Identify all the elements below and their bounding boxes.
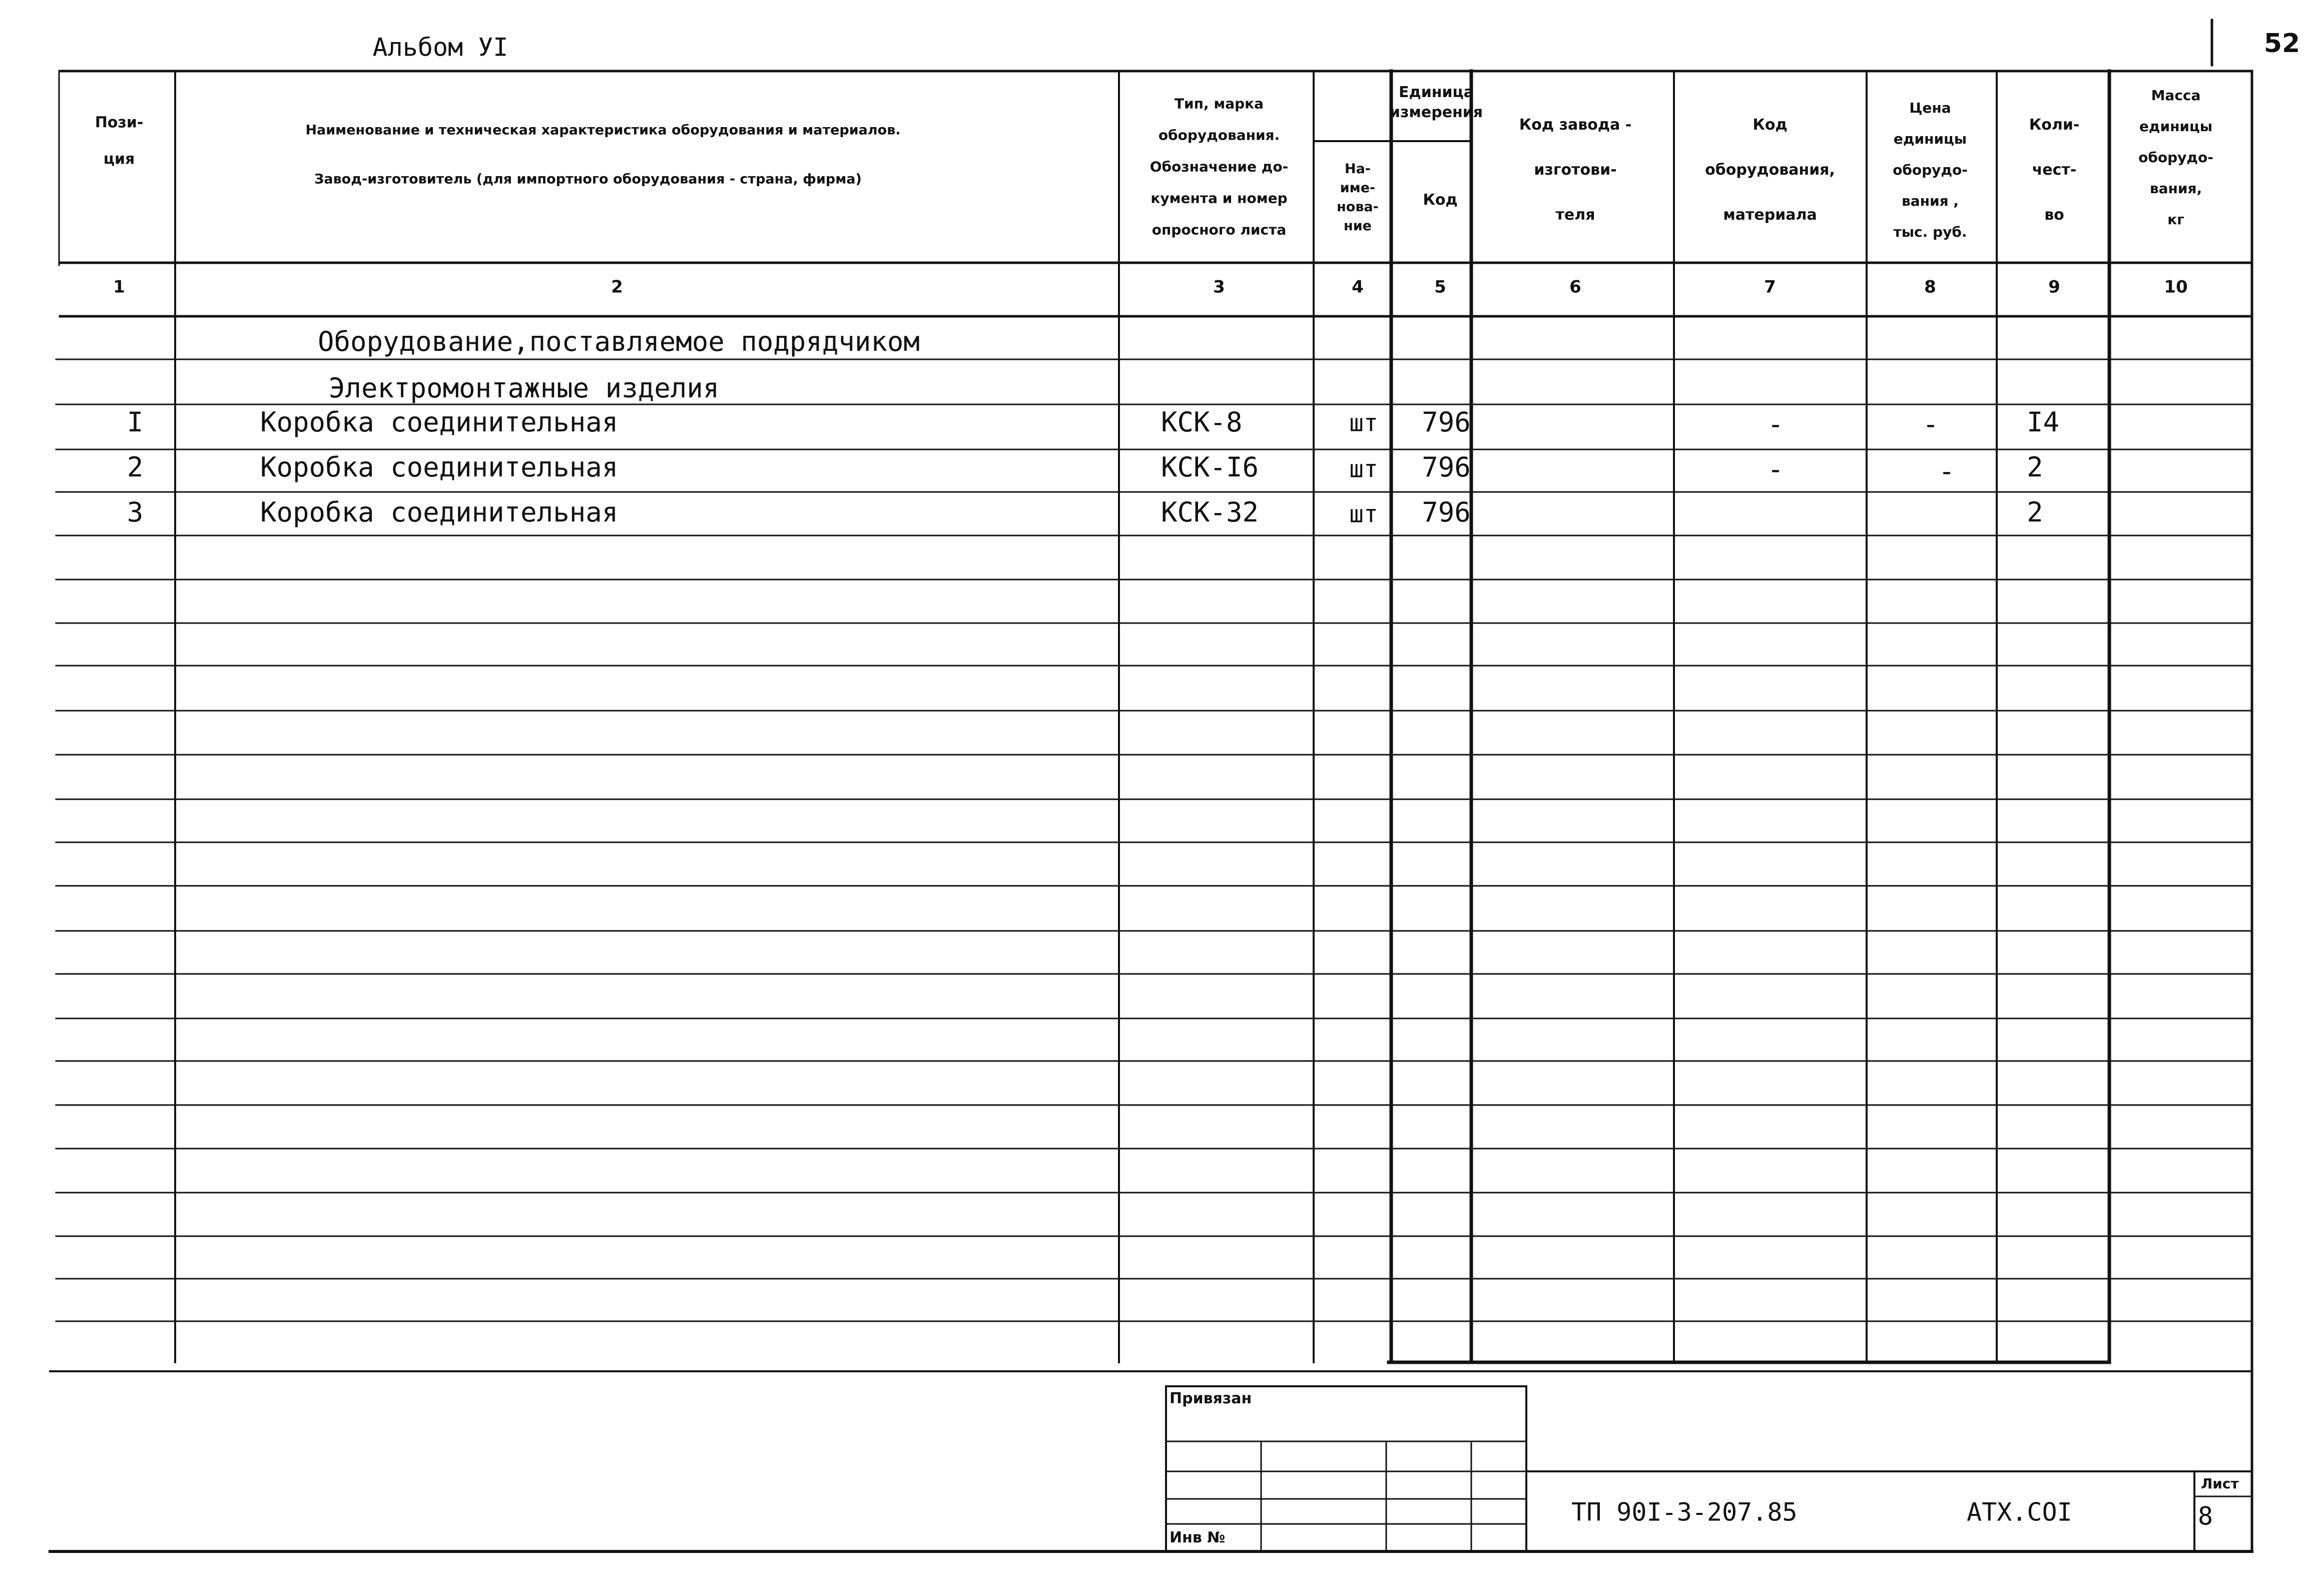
row-1-name: Коробка соединительная bbox=[260, 406, 619, 438]
header-position: Пози- ция bbox=[95, 114, 144, 168]
row-1-price: - bbox=[1922, 408, 1939, 440]
album-label: Альбом УI bbox=[372, 33, 508, 62]
column-number: 8 bbox=[1924, 277, 1936, 297]
column-number: 1 bbox=[113, 277, 125, 297]
row-1-position: I bbox=[127, 406, 144, 438]
row-3-type: КСК-32 bbox=[1161, 496, 1259, 528]
row-2-unit: шт bbox=[1349, 455, 1378, 483]
header-quantity: Коли- чест- во bbox=[2029, 116, 2080, 224]
stamp-privyazan: Привязан bbox=[1170, 1389, 1252, 1407]
sheet-code: АТХ.COI bbox=[1967, 1497, 2072, 1527]
column-number: 2 bbox=[611, 277, 623, 297]
row-2-name: Коробка соединительная bbox=[260, 451, 619, 483]
stamp-inventory-number: Инв № bbox=[1170, 1528, 1226, 1546]
column-number: 7 bbox=[1764, 277, 1776, 297]
row-3-name: Коробка соединительная bbox=[260, 496, 619, 528]
column-number: 4 bbox=[1352, 277, 1364, 297]
row-3-unit-code: 796 bbox=[1422, 496, 1471, 528]
header-unit-code: Код bbox=[1423, 191, 1458, 209]
row-3-unit: шт bbox=[1349, 500, 1378, 528]
header-unit-group: Единица измерения bbox=[1389, 84, 1483, 121]
row-1-unit-code: 796 bbox=[1422, 406, 1471, 438]
subsection-heading: Электромонтажные изделия bbox=[329, 372, 720, 404]
row-3-position: 3 bbox=[127, 496, 144, 528]
column-number: 9 bbox=[2048, 277, 2060, 297]
row-1-unit: шт bbox=[1349, 409, 1378, 437]
header-name-line1: Наименование и техническая характеристика оборудования и материалов. bbox=[305, 122, 901, 138]
header-unit-price: Цена единицы оборудо- вания , тыс. руб. bbox=[1893, 100, 1968, 240]
document-code: ТП 90I-3-207.85 bbox=[1571, 1497, 1798, 1527]
row-2-unit-code: 796 bbox=[1422, 451, 1471, 483]
header-name-line2: Завод-изготовитель (для импортного оборудования - страна, фирма) bbox=[314, 171, 862, 187]
column-number: 6 bbox=[1569, 277, 1581, 297]
row-2-quantity: 2 bbox=[2027, 451, 2043, 483]
header-factory-code: Код завода - изготови- теля bbox=[1519, 116, 1632, 224]
row-2-type: КСК-I6 bbox=[1161, 451, 1259, 483]
header-type: Тип, марка оборудования. Обозначение до- кумента и номер опросного листа bbox=[1149, 95, 1289, 238]
page-number: 52 bbox=[2263, 29, 2300, 59]
row-1-quantity: I4 bbox=[2027, 406, 2060, 438]
row-2-position: 2 bbox=[127, 451, 144, 483]
sheet-number: 8 bbox=[2198, 1501, 2213, 1531]
row-2-price: - bbox=[1938, 455, 1955, 487]
row-3-quantity: 2 bbox=[2027, 496, 2043, 528]
header-unit-mass: Масса единицы оборудо- вания, кг bbox=[2138, 87, 2213, 228]
column-number: 5 bbox=[1434, 277, 1446, 297]
sheet-label: Лист bbox=[2201, 1475, 2239, 1492]
header-unit-name: На- име- нова- ние bbox=[1337, 161, 1379, 234]
row-2-equipment-code: - bbox=[1767, 453, 1784, 485]
header-equipment-code: Код оборудования, материала bbox=[1705, 116, 1835, 224]
column-number: 10 bbox=[2164, 277, 2188, 297]
row-1-type: КСК-8 bbox=[1161, 406, 1243, 438]
row-1-equipment-code: - bbox=[1767, 408, 1784, 440]
section-heading: Оборудование,поставляемое подрядчиком bbox=[318, 325, 920, 357]
column-number: 3 bbox=[1213, 277, 1225, 297]
